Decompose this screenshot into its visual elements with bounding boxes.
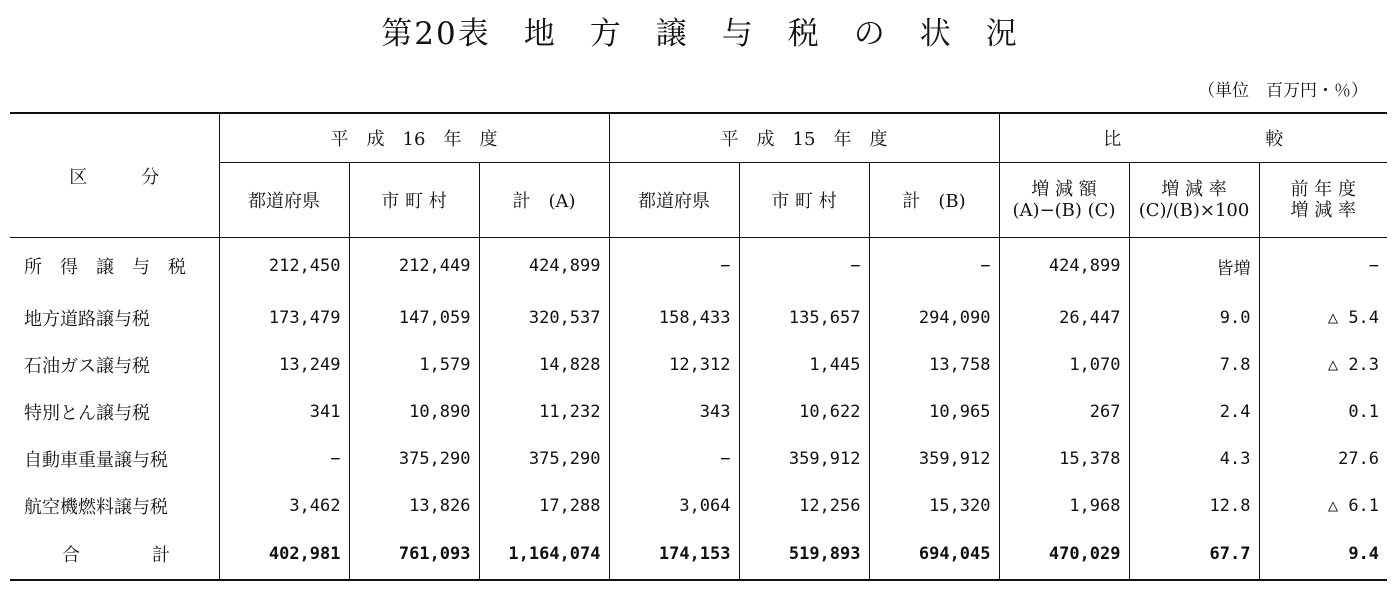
header-prev-line1: 前 年 度 — [1290, 179, 1356, 200]
header-compare: 比 較 — [999, 113, 1387, 163]
cell: 343 — [609, 388, 739, 435]
table-row — [10, 341, 1387, 388]
header-h15: 平 成 15 年 度 — [609, 113, 999, 163]
header-rate-line1: 増 減 率 — [1161, 179, 1227, 200]
header-prev-line2: 増 減 率 — [1290, 200, 1356, 221]
page-title: 第20表 地 方 譲 与 税 の 状 況 — [381, 16, 1019, 52]
cell: 470,029 — [999, 529, 1129, 580]
header-municipalities-15: 市 町 村 — [739, 163, 869, 238]
cell: 17,288 — [479, 482, 609, 529]
table-row — [10, 388, 1387, 435]
cell: 341 — [219, 388, 349, 435]
cell: 1,579 — [349, 341, 479, 388]
cell: 1,164,074 — [479, 529, 609, 580]
table-row — [10, 435, 1387, 482]
header-municipalities-16: 市 町 村 — [349, 163, 479, 238]
cell: − — [1259, 238, 1387, 295]
cell: 14,828 — [479, 341, 609, 388]
row-label: 石油ガス譲与税 — [24, 355, 150, 377]
cell: 135,657 — [739, 294, 869, 341]
header-rate — [1129, 163, 1259, 238]
cell: 13,758 — [869, 341, 999, 388]
cell: − — [609, 435, 739, 482]
row-label: 地方道路譲与税 — [24, 308, 150, 330]
header-prefectures-15: 都道府県 — [609, 163, 739, 238]
cell: 13,249 — [219, 341, 349, 388]
cell: 173,479 — [219, 294, 349, 341]
header-total-b: 計 (B) — [869, 163, 999, 238]
cell: − — [739, 238, 869, 295]
cell: − — [609, 238, 739, 295]
cell: 26,447 — [999, 294, 1129, 341]
cell: 212,450 — [219, 238, 349, 295]
cell: 12,256 — [739, 482, 869, 529]
cell: 12,312 — [609, 341, 739, 388]
header-total-a: 計 (A) — [479, 163, 609, 238]
row-label: 所 得 譲 与 税 — [24, 257, 186, 278]
cell: 1,070 — [999, 341, 1129, 388]
cell: 13,826 — [349, 482, 479, 529]
cell: 158,433 — [609, 294, 739, 341]
header-diff-line1: 増 減 額 — [1031, 179, 1097, 200]
cell: − — [869, 238, 999, 295]
cell: △ 6.1 — [1259, 482, 1387, 529]
cell: △ 5.4 — [1259, 294, 1387, 341]
cell: 402,981 — [219, 529, 349, 580]
cell: − — [219, 435, 349, 482]
cell: 67.7 — [1129, 529, 1259, 580]
cell: 424,899 — [999, 238, 1129, 295]
cell: 174,153 — [609, 529, 739, 580]
header-category: 区 分 — [10, 113, 219, 238]
cell: 3,064 — [609, 482, 739, 529]
cell: 359,912 — [739, 435, 869, 482]
cell: 7.8 — [1129, 341, 1259, 388]
header-row-1 — [10, 113, 1387, 163]
header-prefectures-16: 都道府県 — [219, 163, 349, 238]
cell: 0.1 — [1259, 388, 1387, 435]
cell: 10,965 — [869, 388, 999, 435]
local-transfer-tax-table — [10, 112, 1387, 581]
cell: 3,462 — [219, 482, 349, 529]
table-row — [10, 238, 1387, 295]
header-rate-line2: (C)/(B)×100 — [1138, 200, 1250, 221]
table-row — [10, 294, 1387, 341]
cell: 12.8 — [1129, 482, 1259, 529]
cell: △ 2.3 — [1259, 341, 1387, 388]
header-h16: 平 成 16 年 度 — [219, 113, 609, 163]
cell: 267 — [999, 388, 1129, 435]
header-prev — [1259, 163, 1387, 238]
table-row — [10, 482, 1387, 529]
cell: 212,449 — [349, 238, 479, 295]
cell: 359,912 — [869, 435, 999, 482]
row-label: 自動車重量譲与税 — [24, 449, 168, 471]
cell: 15,320 — [869, 482, 999, 529]
row-label: 航空機燃料譲与税 — [24, 496, 168, 518]
cell: 147,059 — [349, 294, 479, 341]
cell: 27.6 — [1259, 435, 1387, 482]
cell: 294,090 — [869, 294, 999, 341]
cell: 519,893 — [739, 529, 869, 580]
cell: 15,378 — [999, 435, 1129, 482]
cell: 1,445 — [739, 341, 869, 388]
total-label: 合 計 — [62, 545, 170, 566]
cell: 320,537 — [479, 294, 609, 341]
total-row — [10, 529, 1387, 580]
cell: 皆増 — [1129, 238, 1259, 295]
cell: 424,899 — [479, 238, 609, 295]
cell: 9.4 — [1259, 529, 1387, 580]
cell: 2.4 — [1129, 388, 1259, 435]
cell: 9.0 — [1129, 294, 1259, 341]
unit-note: （単位 百万円・％） — [1198, 81, 1368, 101]
cell: 10,890 — [349, 388, 479, 435]
cell: 10,622 — [739, 388, 869, 435]
cell: 375,290 — [479, 435, 609, 482]
row-label: 特別とん譲与税 — [24, 402, 150, 424]
cell: 375,290 — [349, 435, 479, 482]
cell: 761,093 — [349, 529, 479, 580]
header-diff-line2: (A)−(B) (C) — [1012, 200, 1116, 221]
cell: 1,968 — [999, 482, 1129, 529]
cell: 4.3 — [1129, 435, 1259, 482]
header-diff — [999, 163, 1129, 238]
cell: 11,232 — [479, 388, 609, 435]
cell: 694,045 — [869, 529, 999, 580]
